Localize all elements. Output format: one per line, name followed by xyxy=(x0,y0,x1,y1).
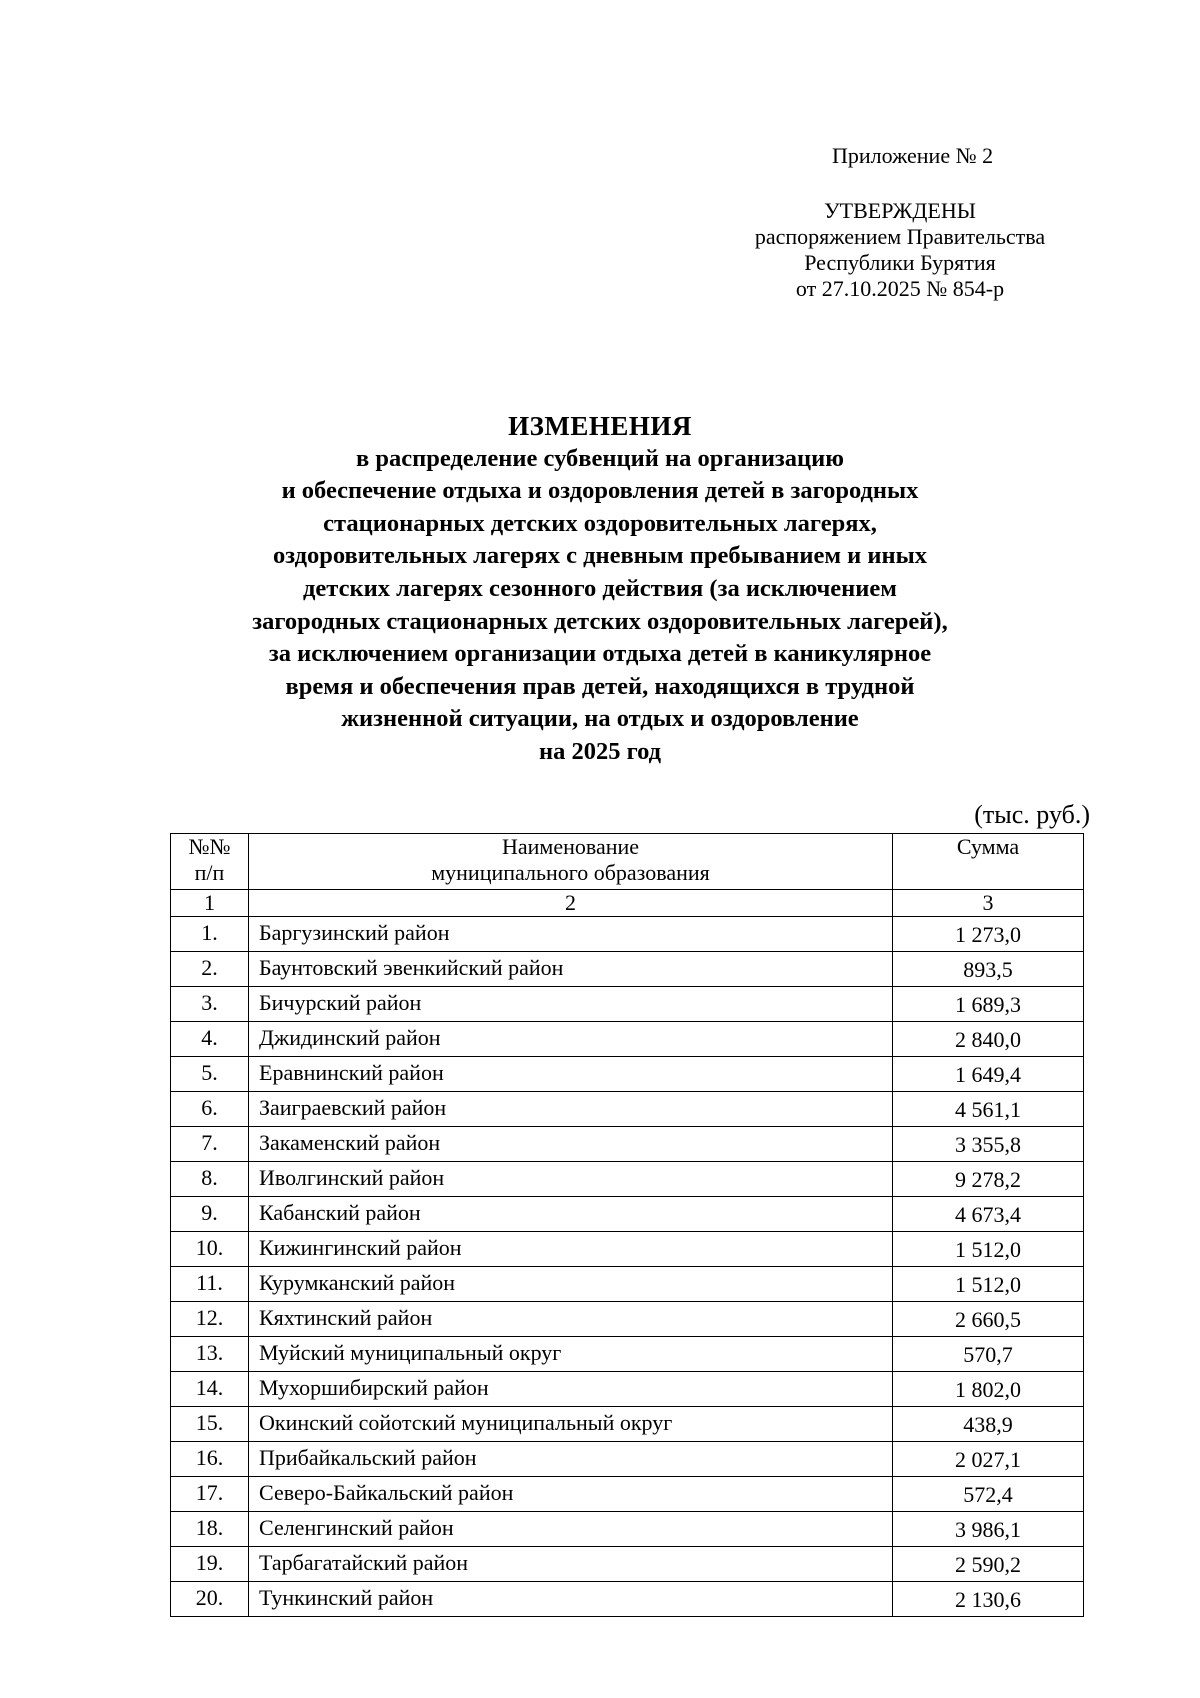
row-sum: 1 649,4 xyxy=(893,1057,1084,1092)
row-name: Мухоршибирский район xyxy=(249,1372,893,1407)
row-number: 8. xyxy=(171,1162,249,1197)
appendix-label: Приложение № 2 xyxy=(832,143,994,168)
table-row xyxy=(171,1512,1084,1547)
column-index-2: 2 xyxy=(249,890,893,917)
column-index-3: 3 xyxy=(893,890,1084,917)
row-number: 15. xyxy=(171,1407,249,1442)
row-name: Баунтовский эвенкийский район xyxy=(249,952,893,987)
table-row xyxy=(171,952,1084,987)
table-row xyxy=(171,1477,1084,1512)
row-sum: 2 660,5 xyxy=(893,1302,1084,1337)
header-name-line-2: муниципального образования xyxy=(431,860,710,885)
title-line: оздоровительных лагерях с дневным пребыванием и иных xyxy=(273,542,927,570)
row-name: Прибайкальский район xyxy=(249,1442,893,1477)
title-line: и обеспечение отдыха и оздоровления детей в загородных xyxy=(281,477,919,505)
row-name: Закаменский район xyxy=(249,1127,893,1162)
table-row xyxy=(171,1267,1084,1302)
row-name: Муйский муниципальный округ xyxy=(249,1337,893,1372)
row-sum: 1 273,0 xyxy=(893,917,1084,952)
row-sum: 1 802,0 xyxy=(893,1372,1084,1407)
row-number: 17. xyxy=(171,1477,249,1512)
row-sum: 2 130,6 xyxy=(893,1582,1084,1617)
row-sum: 2 027,1 xyxy=(893,1442,1084,1477)
title-line: на 2025 год xyxy=(538,737,662,765)
title-line: время и обеспечения прав детей, находящихся в трудной xyxy=(285,672,915,700)
table-row xyxy=(171,1547,1084,1582)
row-number: 3. xyxy=(171,987,249,1022)
approved-heading: УТВЕРЖДЕНЫ xyxy=(824,198,976,223)
table-row xyxy=(171,1582,1084,1617)
column-index-row xyxy=(171,890,1084,917)
table-body xyxy=(171,834,1084,1617)
title-main: ИЗМЕНЕНИЯ xyxy=(508,411,692,441)
row-number: 7. xyxy=(171,1127,249,1162)
table-row xyxy=(171,1232,1084,1267)
row-number: 4. xyxy=(171,1022,249,1057)
row-sum: 1 689,3 xyxy=(893,987,1084,1022)
table-row xyxy=(171,1162,1084,1197)
row-number: 10. xyxy=(171,1232,249,1267)
title-line: в распределение субвенций на организацию xyxy=(356,444,844,472)
row-number: 11. xyxy=(171,1267,249,1302)
row-number: 5. xyxy=(171,1057,249,1092)
table-row xyxy=(171,1302,1084,1337)
approval-line-3: от 27.10.2025 № 854-р xyxy=(795,276,1005,301)
row-number: 20. xyxy=(171,1582,249,1617)
table-row xyxy=(171,1442,1084,1477)
approval-stamp xyxy=(700,198,1100,302)
row-sum: 4 561,1 xyxy=(893,1092,1084,1127)
title-line: загородных стационарных детских оздоровительных лагерей), xyxy=(252,607,948,635)
row-name: Еравнинский район xyxy=(249,1057,893,1092)
table-row xyxy=(171,1337,1084,1372)
row-name: Тункинский район xyxy=(249,1582,893,1617)
row-number: 19. xyxy=(171,1547,249,1582)
title-line: детских лагерях сезонного действия (за исключением xyxy=(303,574,897,602)
row-number: 14. xyxy=(171,1372,249,1407)
title-line: жизненной ситуации, на отдых и оздоровление xyxy=(341,705,859,733)
row-number: 16. xyxy=(171,1442,249,1477)
table-header-row xyxy=(171,834,1084,890)
distribution-table xyxy=(170,833,1084,1617)
table-row xyxy=(171,987,1084,1022)
approval-line-1: распоряжением Правительства xyxy=(754,224,1046,249)
row-name: Кижингинский район xyxy=(249,1232,893,1267)
row-sum: 438,9 xyxy=(893,1407,1084,1442)
row-sum: 1 512,0 xyxy=(893,1232,1084,1267)
row-sum: 572,4 xyxy=(893,1477,1084,1512)
row-sum: 2 590,2 xyxy=(893,1547,1084,1582)
row-number: 9. xyxy=(171,1197,249,1232)
table-row xyxy=(171,1197,1084,1232)
header-sum: Сумма xyxy=(893,834,1084,890)
row-name: Северо-Байкальский район xyxy=(249,1477,893,1512)
document-title xyxy=(150,410,1050,769)
header-name-line-1: Наименование xyxy=(501,834,640,859)
row-name: Джидинский район xyxy=(249,1022,893,1057)
row-name: Тарбагатайский район xyxy=(249,1547,893,1582)
table-row xyxy=(171,1407,1084,1442)
row-sum: 893,5 xyxy=(893,952,1084,987)
row-sum: 3 355,8 xyxy=(893,1127,1084,1162)
row-name: Курумканский район xyxy=(249,1267,893,1302)
row-name: Кабанский район xyxy=(249,1197,893,1232)
row-name: Заиграевский район xyxy=(249,1092,893,1127)
row-number: 13. xyxy=(171,1337,249,1372)
row-sum: 4 673,4 xyxy=(893,1197,1084,1232)
units-label: (тыс. руб.) xyxy=(974,800,1090,829)
header-num-line-1: №№ xyxy=(188,834,231,859)
row-name: Селенгинский район xyxy=(249,1512,893,1547)
table-row xyxy=(171,1372,1084,1407)
table-row xyxy=(171,1127,1084,1162)
approval-line-2: Республики Бурятия xyxy=(804,250,996,275)
row-sum: 9 278,2 xyxy=(893,1162,1084,1197)
header-num-line-2: п/п xyxy=(194,860,225,885)
row-number: 1. xyxy=(171,917,249,952)
column-index-1: 1 xyxy=(171,890,249,917)
row-number: 6. xyxy=(171,1092,249,1127)
row-number: 12. xyxy=(171,1302,249,1337)
row-name: Баргузинский район xyxy=(249,917,893,952)
row-sum: 3 986,1 xyxy=(893,1512,1084,1547)
table-row xyxy=(171,917,1084,952)
table-row xyxy=(171,1057,1084,1092)
table-row xyxy=(171,1022,1084,1057)
row-sum: 2 840,0 xyxy=(893,1022,1084,1057)
table-row xyxy=(171,1092,1084,1127)
row-number: 2. xyxy=(171,952,249,987)
header-name xyxy=(249,834,893,890)
title-line: за исключением организации отдыха детей в каникулярное xyxy=(268,640,932,668)
header-num xyxy=(171,834,249,890)
row-sum: 1 512,0 xyxy=(893,1267,1084,1302)
row-name: Окинский сойотский муниципальный округ xyxy=(249,1407,893,1442)
row-sum: 570,7 xyxy=(893,1337,1084,1372)
row-name: Бичурский район xyxy=(249,987,893,1022)
title-line: стационарных детских оздоровительных лагерях, xyxy=(323,509,877,537)
row-name: Кяхтинский район xyxy=(249,1302,893,1337)
row-name: Иволгинский район xyxy=(249,1162,893,1197)
row-number: 18. xyxy=(171,1512,249,1547)
